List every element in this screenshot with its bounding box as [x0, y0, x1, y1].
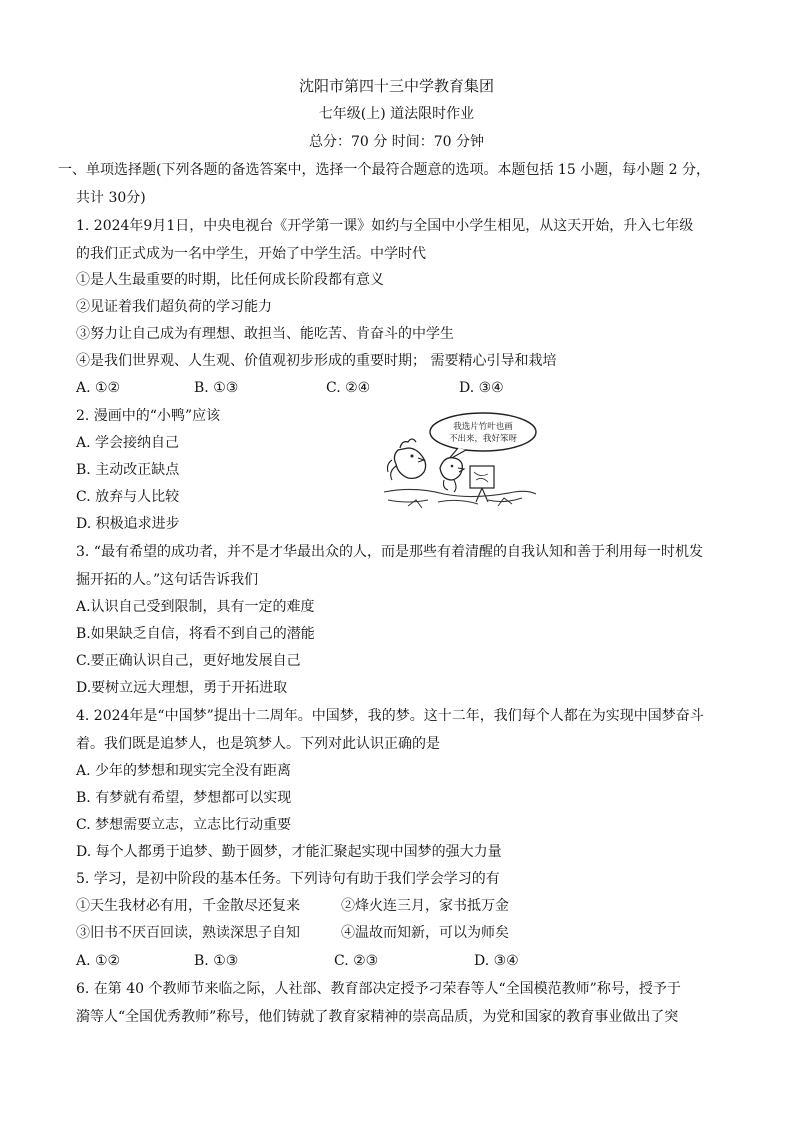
q5-statement-2: ②烽火连三月，家书抵万金 [341, 898, 509, 914]
school-title: 沈阳市第四十三中学教育集团 [298, 77, 494, 95]
q3-option-a: A.认识自己受到限制，具有一定的难度 [76, 599, 315, 615]
q1-option-b: B. ①③ [194, 380, 239, 396]
q5-stem: 5. 学习，是初中阶段的基本任务。下列诗句有助于我们学会学习的有 [76, 871, 500, 887]
q1-stem: 1. 2024年9月1日，中央电视台《开学第一课》如约与全国中小学生相见，从这天开始，升入七年级 [76, 218, 694, 234]
q3-option-b: B.如果缺乏自信，将看不到自己的潜能 [76, 626, 315, 642]
q1-statement-3: ③努力让自己成为有理想、敢担当、能吃苦、肯奋斗的中学生 [76, 326, 454, 342]
q3-option-c: C.要正确认识自己，更好地发展自己 [76, 653, 301, 669]
q5-statement-3: ③旧书不厌百回读，熟读深思子自知 [76, 925, 300, 941]
q5-option-c: C. ②③ [334, 953, 379, 969]
q5-statement-4: ④温故而知新，可以为师矣 [341, 925, 509, 941]
q4-option-b: B. 有梦就有希望，梦想都可以实现 [76, 790, 292, 806]
q1-option-a: A. ①② [76, 380, 121, 396]
q1-statement-1: ①是人生最重要的时期，比任何成长阶段都有意义 [76, 272, 384, 288]
section-intro: 一、单项选择题(下列各题的备选答案中，选择一个最符合题意的选项。本题包括 15 小题，每小题 2 分， [58, 162, 710, 178]
q1-option-d: D. ③④ [459, 380, 504, 396]
q1-statement-4: ④是我们世界观、人生观、价值观初步形成的重要时期； 需要精心引导和栽培 [76, 353, 557, 369]
q2-option-c: C. 放弃与人比较 [76, 489, 180, 505]
score-time: 总分：70 分 时间：70 分钟 [309, 134, 484, 150]
q6-stem: 6. 在第 40 个教师节来临之际，人社部、教育部决定授予刁荣春等人“全国模范教师”称号，授予于 [76, 981, 681, 997]
q2-option-b: B. 主动改正缺点 [76, 462, 180, 478]
q4-stem: 4. 2024年是“中国梦”提出十二周年。中国梦，我的梦。这十二年，我们每个人都在为实现中国梦奋斗 [76, 708, 704, 724]
section-intro-cont: 共计 30分) [76, 190, 146, 206]
q1-option-c: C. ②④ [326, 380, 371, 396]
q5-option-d: D. ③④ [474, 953, 519, 969]
q5-option-a: A. ①② [76, 953, 121, 969]
q1-stem-cont: 的我们正式成为一名中学生，开始了中学生活。中学时代 [76, 246, 426, 262]
q4-stem-cont: 着。我们既是追梦人，也是筑梦人。下列对此认识正确的是 [76, 736, 440, 752]
q4-option-a: A. 少年的梦想和现实完全没有距离 [76, 763, 292, 779]
q4-option-c: C. 梦想需要立志，立志比行动重要 [76, 817, 292, 833]
q1-statement-2: ②见证着我们超负荷的学习能力 [76, 299, 272, 315]
exam-subject: 七年级(上) 道法限时作业 [318, 106, 475, 122]
q3-stem-cont: 掘开拓的人。”这句话告诉我们 [76, 572, 259, 588]
speech-bubble-line-2: 不出来，我好笨呀 [448, 434, 518, 444]
q6-stem-cont: 漪等人“全国优秀教师”称号，他们铸就了教育家精神的崇高品质，为党和国家的教育事业做出了突 [76, 1009, 679, 1025]
q3-option-d: D.要树立远大理想，勇于开拓进取 [76, 680, 288, 696]
q2-stem: 2. 漫画中的“小鸭”应该 [76, 408, 221, 424]
q2-option-d: D. 积极追求进步 [76, 516, 180, 532]
duckling-cartoon [378, 410, 540, 514]
q3-stem: 3. “最有希望的成功者，并不是才华最出众的人，而是那些有着清醒的自我认知和善于利用每一时机发 [76, 544, 703, 560]
q5-option-b: B. ①③ [194, 953, 239, 969]
speech-bubble-line-1: 我选片竹叶也画 [453, 422, 513, 432]
q5-statement-1: ①天生我材必有用，千金散尽还复来 [76, 898, 300, 914]
q4-option-d: D. 每个人都勇于追梦、勤于圆梦，才能汇聚起实现中国梦的强大力量 [76, 844, 502, 860]
q2-option-a: A. 学会接纳自己 [76, 435, 180, 451]
